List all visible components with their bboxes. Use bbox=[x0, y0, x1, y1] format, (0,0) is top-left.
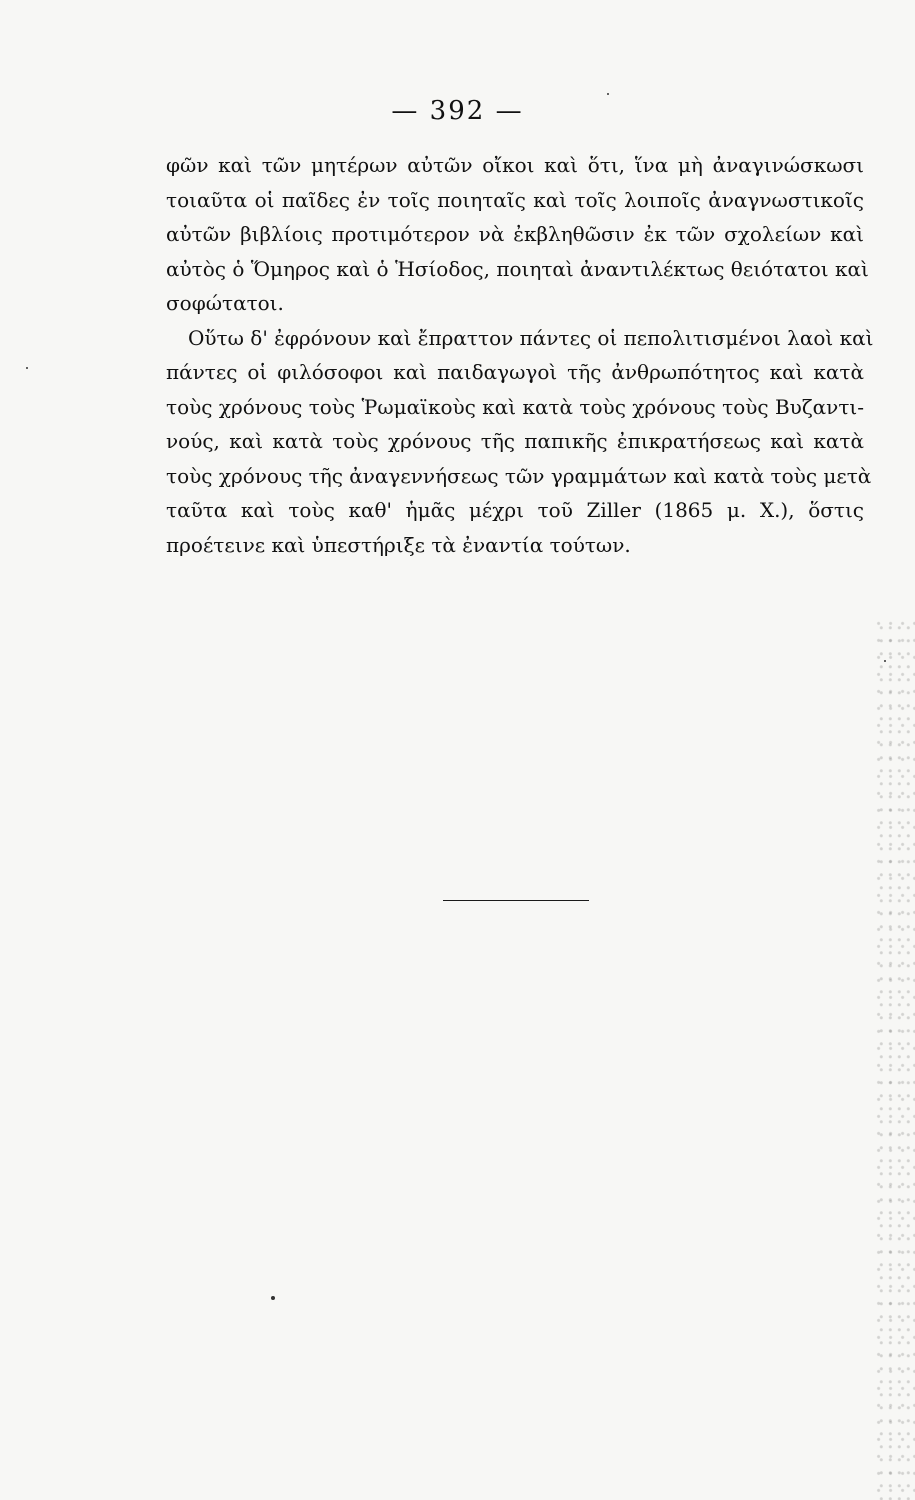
text-line: τοὺς χρόνους τῆς ἀναγεννήσεως τῶν γραμμάτων καὶ κατὰ τοὺς μετὰ bbox=[166, 463, 872, 488]
text-line: νούς, καὶ κατὰ τοὺς χρόνους τῆς παπικῆς ἐπικρατήσεως καὶ κατὰ bbox=[166, 429, 864, 453]
text-line: τοὺς χρόνους τοὺς Ῥωμαϊκοὺς καὶ κατὰ τοὺς χρόνους τοὺς Βυζαντι- bbox=[166, 394, 864, 419]
ink-speck bbox=[271, 1296, 275, 1300]
text-line: φῶν καὶ τῶν μητέρων αὐτῶν οἴκοι καὶ ὅτι, ἵνα μὴ ἀναγινώσκωσι bbox=[166, 153, 864, 177]
text-line: σοφώτατοι. bbox=[166, 291, 284, 315]
text-line: ταῦτα καὶ τοὺς καθ' ἡμᾶς μέχρι τοῦ Ziller (1865 μ. Χ.), ὅστις bbox=[166, 498, 864, 522]
text-line: τοιαῦτα οἱ παῖδες ἐν τοῖς ποιηταῖς καὶ τοῖς λοιποῖς ἀναγνωστικοῖς bbox=[166, 187, 864, 212]
body-text bbox=[166, 148, 874, 562]
scan-edge-noise bbox=[875, 620, 915, 1500]
text-line: αὐτὸς ὁ Ὅμηρος καὶ ὁ Ἡσίοδος, ποιηταὶ ἀναντιλέκτως θειότατοι καὶ bbox=[166, 256, 869, 281]
page-number: — 392 — bbox=[391, 96, 524, 126]
text-line: αὐτῶν βιβλίοις προτιμότερον νὰ ἐκβληθῶσιν ἐκ τῶν σχολείων καὶ bbox=[166, 222, 864, 246]
text-line: πάντες οἱ φιλόσοφοι καὶ παιδαγωγοὶ τῆς ἀνθρωπότητος καὶ κατὰ bbox=[166, 360, 864, 384]
section-end-rule bbox=[443, 900, 589, 901]
ink-speck bbox=[26, 367, 28, 369]
text-line: Οὕτω δ' ἐφρόνουν καὶ ἔπραττον πάντες οἱ πεπολιτισμένοι λαοὶ καὶ bbox=[188, 325, 874, 350]
ink-speck bbox=[607, 93, 609, 95]
text-line: προέτεινε καὶ ὑπεστήριξε τὰ ἐναντία τούτων. bbox=[166, 532, 631, 557]
